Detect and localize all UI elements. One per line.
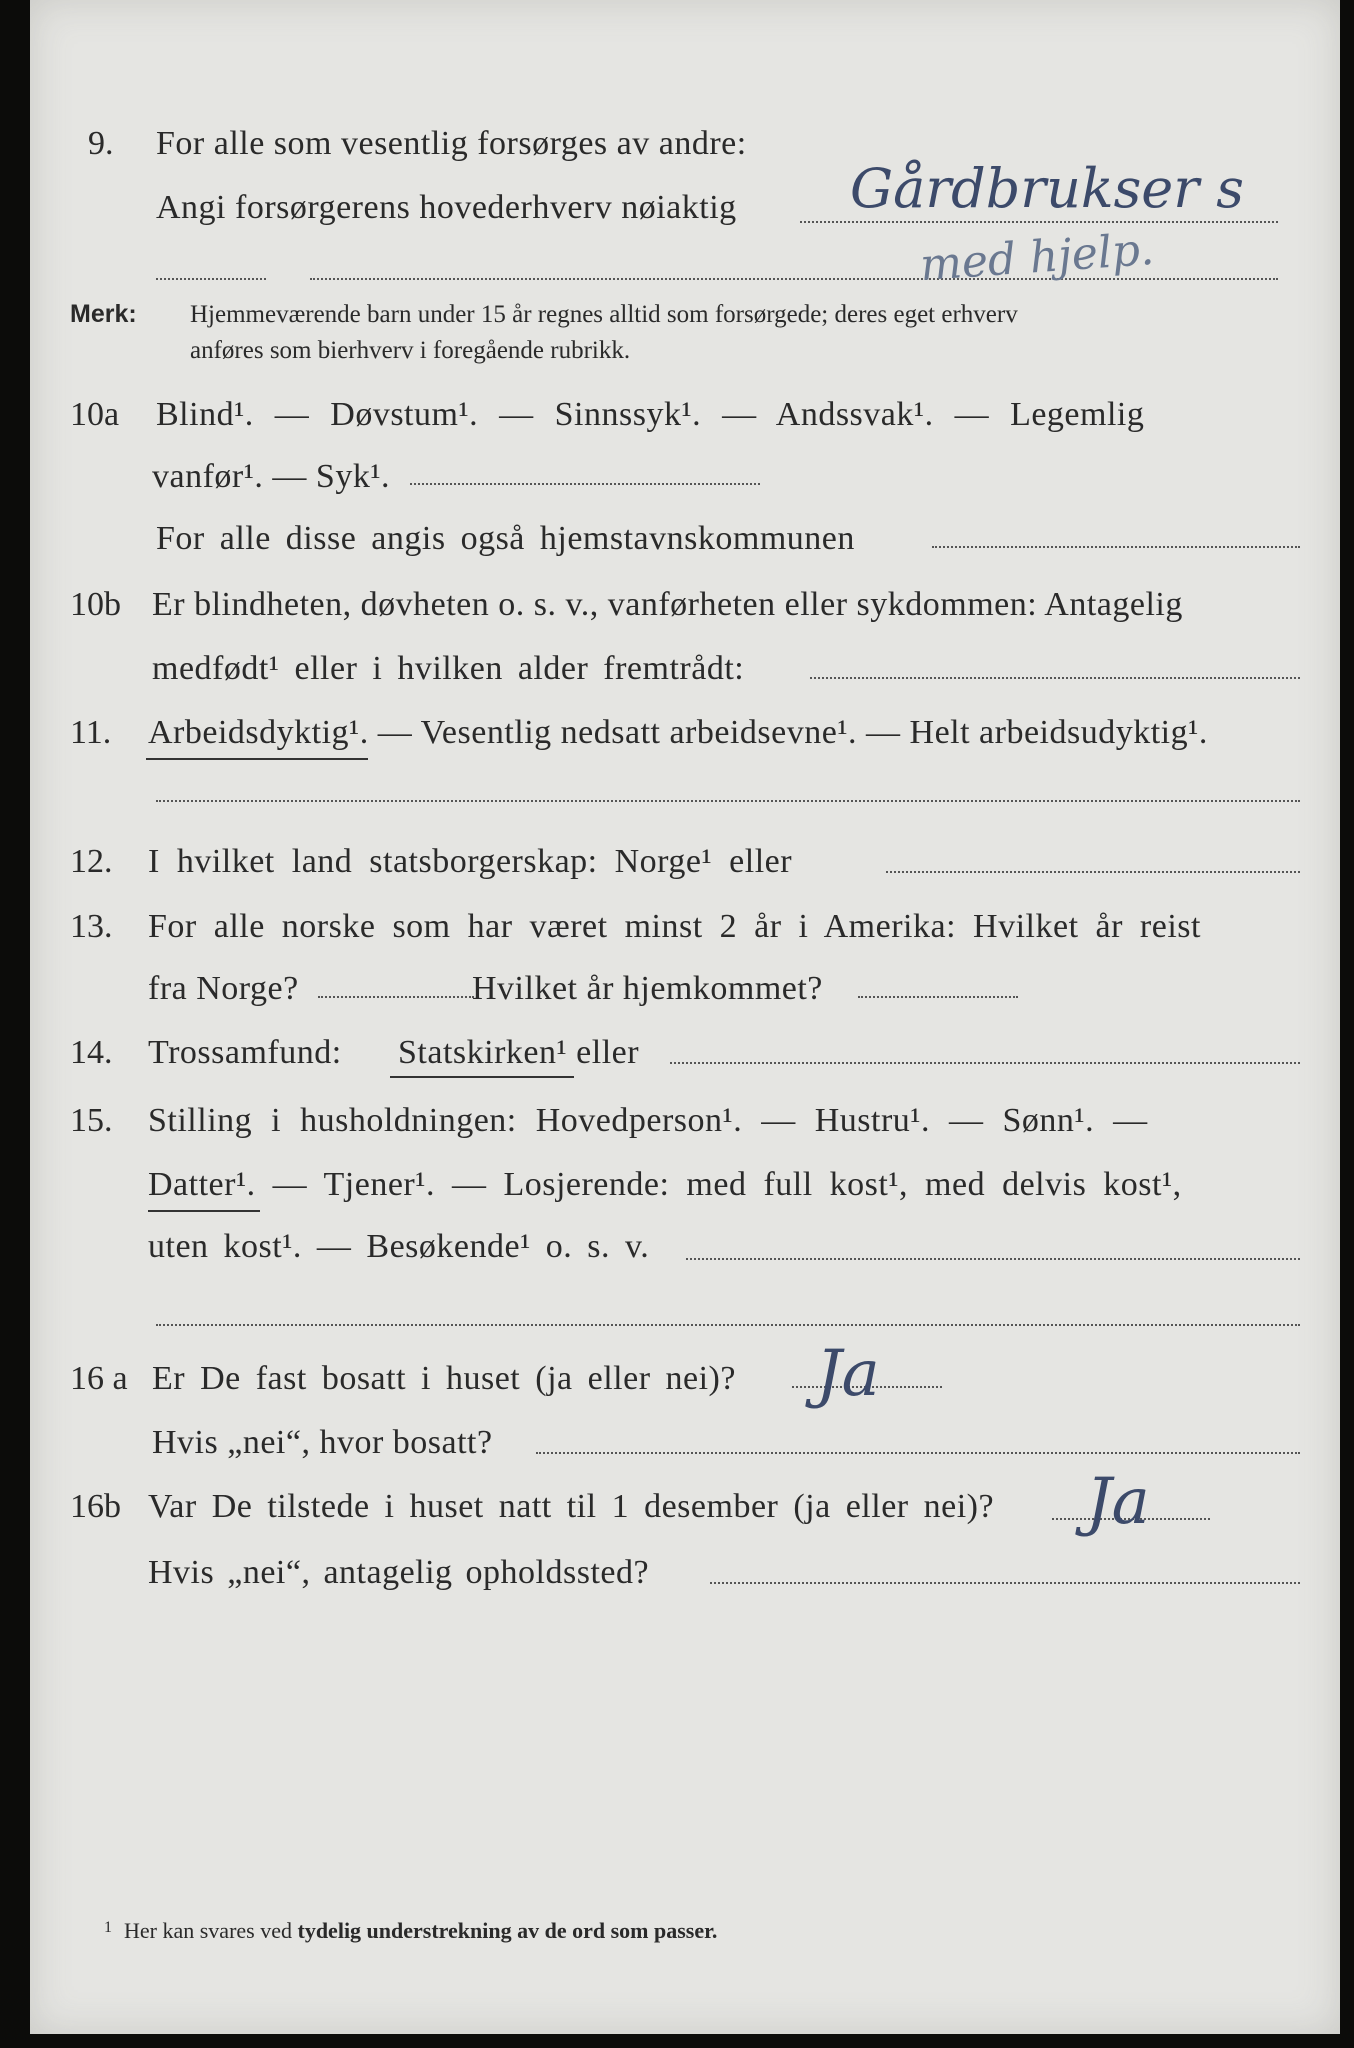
q14-underline-statskirken (390, 1076, 574, 1078)
q10b-age-line (810, 677, 1300, 679)
q12-line1: I hvilket land statsborgerskap: Norge¹ eller (148, 843, 793, 880)
q13-line2b: Hvilket år hjemkommet? (472, 970, 823, 1007)
q14-number: 14. (70, 1034, 113, 1071)
q11-number: 11. (70, 714, 112, 751)
q14-line1a: Trossamfund: (148, 1034, 342, 1071)
q15-position-line (686, 1258, 1300, 1260)
q16a-residence-line (536, 1452, 1300, 1454)
q9-text-line1: For alle som vesentlig forsørges av andre: (156, 125, 747, 162)
q14-line1b: Statskirken¹ eller (398, 1034, 640, 1071)
q16b-line1: Var De tilstede i huset natt til 1 desember (ja eller nei)? (148, 1488, 995, 1525)
q10b-line2: medfødt¹ eller i hvilken alder fremtrådt: (152, 650, 745, 687)
q12-number: 12. (70, 843, 113, 880)
footnote-bold-text: tydelig understrekning av de ord som passer. (297, 1918, 718, 1943)
q9-number: 9. (88, 125, 114, 162)
q16a-line1: Er De fast bosatt i huset (ja eller nei)? (152, 1360, 736, 1397)
q14-faith-line (670, 1062, 1300, 1064)
q9-second-line-a (156, 278, 266, 280)
q11-answer-line (156, 800, 1300, 802)
q16a-line2: Hvis „nei“, hvor bosatt? (152, 1424, 493, 1461)
q15-line2: Datter¹. — Tjener¹. — Losjerende: med full kost¹, med delvis kost¹, (148, 1166, 1182, 1203)
q9-handwritten-answer-2: med hjelp. (918, 223, 1156, 292)
q16b-handwritten-answer: Ja (1086, 1465, 1150, 1539)
q11-line1: Arbeidsdyktig¹. — Vesentlig nedsatt arbeidsevne¹. — Helt arbeidsudyktig¹. (148, 714, 1208, 751)
q10a-hometown-line (932, 546, 1300, 548)
q13-left-line (318, 996, 474, 998)
footnote (104, 1920, 717, 1942)
q15-underline-datter (148, 1210, 260, 1212)
footnote-mark: 1 (104, 1919, 112, 1936)
q15-line3: uten kost¹. — Besøkende¹ o. s. v. (148, 1228, 650, 1265)
footnote-plain-text: Her kan svares ved (124, 1918, 292, 1943)
merk-label: Merk: (70, 300, 137, 328)
census-form-page (30, 0, 1340, 2034)
q12-country-line (886, 871, 1300, 873)
q10b-line1: Er blindheten, døvheten o. s. v., vanførheten eller sykdommen: Antagelig (152, 586, 1183, 623)
q13-returned-line (858, 996, 1018, 998)
q16b-line2: Hvis „nei“, antagelig opholdssted? (148, 1554, 650, 1591)
q10a-line1: Blind¹. — Døvstum¹. — Sinnssyk¹. — Andssvak¹. — Legemlig (156, 396, 1145, 433)
q16a-number: 16 a (70, 1360, 128, 1397)
q9-answer-line (800, 221, 1278, 223)
q15-line1: Stilling i husholdningen: Hovedperson¹. — Hustru¹. — Sønn¹. — (148, 1102, 1148, 1139)
q13-line1: For alle norske som har været minst 2 år i Amerika: Hvilket år reist (148, 908, 1201, 945)
q10a-line3: For alle disse angis også hjemstavnskommunen (156, 520, 855, 557)
q16a-handwritten-answer: Ja (816, 1337, 880, 1411)
q16b-location-line (710, 1582, 1300, 1584)
merk-line1: Hjemmeværende barn under 15 år regnes alltid som forsørgede; deres eget erhverv (190, 301, 1018, 328)
q13-number: 13. (70, 908, 113, 945)
q10a-sick-line (410, 483, 760, 485)
merk-line2: anføres som bierhverv i foregående rubrikk. (190, 337, 631, 364)
q15-number: 15. (70, 1102, 113, 1139)
q10b-number: 10b (70, 586, 121, 623)
q9-second-line-b (310, 278, 1278, 280)
q9-handwritten-answer: Gårdbrukser s (850, 157, 1244, 220)
q13-line2a: fra Norge? (148, 970, 299, 1007)
q15-extra-line (156, 1324, 1300, 1326)
q9-text-line2: Angi forsørgerens hovederhverv nøiaktig (156, 189, 737, 226)
q16b-number: 16b (70, 1488, 121, 1525)
q11-underline-arbeidsdyktig (146, 758, 368, 760)
q10a-number: 10a (70, 396, 120, 433)
q10a-line2: vanfør¹. — Syk¹. (152, 458, 391, 495)
